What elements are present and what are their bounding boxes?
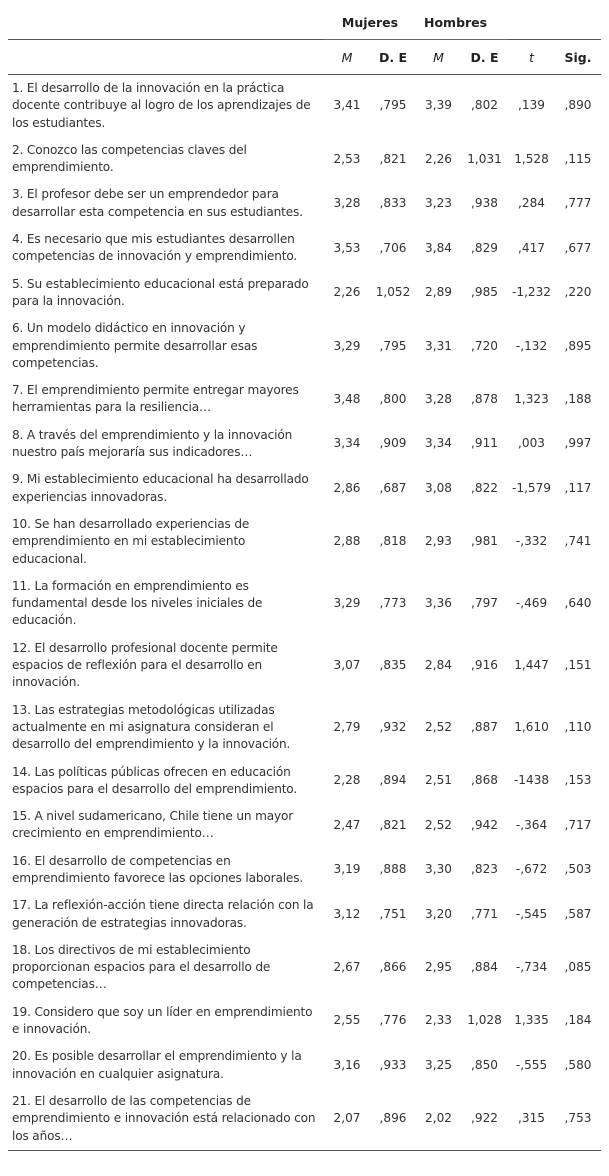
t-value-cell: 1,335 [514, 1013, 549, 1028]
table-row [8, 226, 601, 271]
men-sd-cell: ,829 [471, 240, 498, 255]
men-mean-cell: 2,51 [425, 773, 452, 788]
women-mean-cell: 2,88 [333, 534, 361, 549]
women-sd-cell: ,773 [379, 596, 407, 611]
table-row [8, 422, 601, 467]
men-mean-cell: 3,84 [425, 240, 452, 255]
item-text-cell: 6. Un modelo didáctico en innovación y emprendimiento permite desarrollar esas competencias. [12, 321, 258, 370]
sig-header: Sig. [555, 40, 601, 75]
table-row [8, 75, 601, 137]
item-text-cell: 12. El desarrollo profesional docente permite espacios de reflexión para el desarrollo en innovación. [12, 640, 278, 690]
women-sd-cell: ,833 [379, 196, 407, 211]
men-mean-cell: 3,23 [425, 196, 452, 211]
women-sd-cell: ,821 [379, 151, 407, 166]
t-value-cell: -1,579 [512, 480, 552, 495]
men-mean-cell: 3,20 [425, 906, 452, 921]
blank-header-cell [555, 6, 601, 40]
women-mean-cell: 3,53 [333, 240, 361, 255]
women-sd-cell: ,909 [379, 436, 407, 451]
women-sd-cell: 1,052 [375, 285, 411, 300]
sig-value-cell: ,677 [564, 240, 592, 255]
men-sd-cell: ,797 [471, 596, 498, 611]
table-row [8, 511, 601, 573]
women-sd-cell: ,687 [379, 480, 407, 495]
t-value-cell: -,364 [515, 817, 548, 832]
men-mean-cell: 3,28 [425, 391, 452, 406]
men-mean-cell: 3,30 [425, 862, 452, 877]
women-mean-cell: 2,53 [333, 151, 361, 166]
women-sd-cell: ,821 [379, 817, 407, 832]
women-mean-cell: 2,47 [333, 817, 361, 832]
item-text-cell: 7. El emprendimiento permite entregar mayores herramientas para la resiliencia… [12, 383, 299, 415]
men-sd-cell: 1,028 [467, 1013, 502, 1028]
sig-value-cell: ,110 [564, 719, 592, 734]
men-mean-header: M [416, 40, 461, 75]
women-mean-cell: 3,07 [333, 658, 361, 673]
t-value-cell: 1,323 [514, 391, 549, 406]
women-mean-cell: 3,28 [333, 196, 361, 211]
t-value-cell: ,284 [518, 196, 545, 211]
table-row [8, 137, 601, 182]
group-women-header: Mujeres [324, 6, 416, 40]
men-sd-cell: ,911 [471, 436, 498, 451]
table-row [8, 892, 601, 937]
women-mean-cell: 2,26 [333, 285, 361, 300]
men-mean-cell: 2,26 [425, 151, 452, 166]
women-sd-cell: ,795 [379, 338, 407, 353]
men-sd-cell: ,771 [471, 906, 498, 921]
women-mean-cell: 2,55 [333, 1013, 361, 1028]
men-mean-cell: 2,93 [425, 534, 452, 549]
t-value-cell: ,417 [518, 240, 545, 255]
men-sd-cell: ,916 [471, 658, 498, 673]
men-mean-cell: 3,39 [425, 98, 452, 113]
item-text-cell: 21. El desarrollo de las competencias de emprendimiento e innovación está relacionado con los años… [8, 1088, 324, 1150]
men-mean-cell: 2,33 [425, 1013, 452, 1028]
women-sd-cell: ,776 [379, 1013, 407, 1028]
men-sd-cell: ,868 [471, 773, 498, 788]
women-mean-cell: 3,48 [333, 391, 361, 406]
men-mean-cell: 2,95 [425, 960, 452, 975]
men-sd-cell: ,823 [471, 862, 498, 877]
t-value-cell: -,734 [515, 960, 548, 975]
women-mean-header: M [324, 40, 370, 75]
sig-value-cell: ,153 [564, 773, 592, 788]
men-mean-cell: 2,52 [425, 719, 452, 734]
blank-header-cell [8, 6, 324, 40]
women-mean-cell: 2,67 [333, 960, 361, 975]
men-sd-cell: ,878 [471, 391, 498, 406]
table-row [8, 697, 601, 759]
women-sd-cell: ,866 [379, 960, 407, 975]
item-text-cell: 20. Es posible desarrollar el emprendimiento y la innovación en cualquier asignatura. [12, 1049, 302, 1081]
item-text-cell: 10. Se han desarrollado experiencias de emprendimiento en mi establecimiento educacional. [12, 516, 250, 566]
t-value-cell: -1438 [513, 773, 550, 788]
men-mean-cell: 3,25 [425, 1058, 452, 1072]
women-mean-cell: 3,41 [333, 98, 361, 113]
men-sd-header: D. E [461, 40, 508, 75]
sig-value-cell: ,741 [564, 534, 592, 549]
women-sd-cell: ,933 [379, 1058, 407, 1072]
men-sd-cell: 1,031 [467, 151, 502, 166]
men-sd-cell: ,884 [471, 960, 498, 975]
women-sd-cell: ,818 [379, 534, 407, 549]
sig-value-cell: ,777 [564, 196, 592, 211]
men-mean-cell: 2,84 [425, 658, 452, 673]
table-body [8, 75, 601, 1151]
column-header-row [8, 40, 601, 75]
women-mean-cell: 3,12 [333, 906, 361, 921]
men-sd-cell: ,720 [471, 338, 498, 353]
women-sd-cell: ,800 [379, 391, 407, 406]
item-text-cell: 16. El desarrollo de competencias en emprendimiento favorece las opciones laborales. [12, 853, 304, 885]
men-mean-cell: 2,89 [425, 285, 452, 300]
women-mean-cell: 3,34 [333, 436, 361, 451]
table-row [8, 271, 601, 316]
sig-value-cell: ,997 [564, 436, 592, 451]
sig-value-cell: ,085 [564, 960, 592, 975]
item-text-cell: 9. Mi establecimiento educacional ha desarrollado experiencias innovadoras. [12, 472, 309, 504]
women-sd-cell: ,888 [379, 862, 407, 877]
group-men-header: Hombres [416, 6, 508, 40]
t-value-cell: 1,610 [514, 719, 549, 734]
t-value-cell: -,332 [515, 534, 548, 549]
women-mean-cell: 3,29 [333, 338, 361, 353]
table-row [8, 315, 601, 377]
results-table [8, 6, 601, 1151]
women-mean-cell: 3,16 [333, 1058, 361, 1072]
sig-value-cell: ,151 [564, 658, 592, 673]
sig-value-cell: ,503 [564, 862, 592, 877]
men-mean-cell: 3,34 [425, 436, 452, 451]
table-row [8, 848, 601, 893]
item-text-cell: 8. A través del emprendimiento y la innovación nuestro país mejoraría sus indicadores… [12, 427, 293, 460]
men-sd-cell: ,802 [471, 98, 498, 113]
sig-value-cell: ,895 [564, 338, 592, 353]
women-mean-cell: 3,29 [333, 596, 361, 611]
t-value-cell: -,555 [515, 1058, 548, 1072]
women-mean-cell: 2,86 [333, 480, 361, 495]
t-value-cell: 1,447 [514, 658, 549, 673]
men-sd-cell: ,938 [471, 196, 498, 211]
sig-value-cell: ,580 [564, 1058, 592, 1072]
table-row [8, 1088, 601, 1150]
women-mean-cell: 2,07 [324, 1088, 370, 1150]
item-text-cell: 3. El profesor debe ser un emprendedor para desarrollar esta competencia en sus estudiantes. [12, 187, 303, 219]
item-text-cell: 19. Considero que soy un líder en emprendimiento e innovación. [12, 1004, 313, 1037]
men-sd-cell: ,822 [471, 480, 498, 495]
item-text-cell: 1. El desarrollo de la innovación en la práctica docente contribuye al logro de los aprendizajes de los estudiantes. [12, 81, 311, 130]
blank-header-cell [508, 6, 555, 40]
women-mean-cell: 3,19 [333, 862, 361, 877]
sig-value-cell: ,188 [564, 391, 592, 406]
men-mean-cell: 3,08 [425, 480, 452, 495]
table-row [8, 573, 601, 635]
table-row [8, 759, 601, 804]
table-row [8, 181, 601, 226]
sig-value-cell: ,117 [564, 480, 592, 495]
women-sd-cell: ,795 [379, 98, 407, 113]
men-sd-cell: ,922 [461, 1088, 508, 1150]
men-mean-cell: 3,31 [425, 338, 452, 353]
table-row [8, 1043, 601, 1088]
t-value-cell: -,672 [515, 862, 548, 877]
t-value-cell: ,139 [518, 98, 545, 113]
table-row [8, 377, 601, 422]
women-mean-cell: 2,28 [333, 773, 361, 788]
sig-value-cell: ,184 [564, 1013, 592, 1028]
t-header: t [508, 40, 555, 75]
table-row [8, 803, 601, 848]
t-value-cell: -,545 [515, 906, 548, 921]
men-mean-cell: 2,02 [416, 1088, 461, 1150]
group-header-row [8, 6, 601, 40]
t-value-cell: 1,528 [514, 151, 549, 166]
table-header [8, 6, 601, 75]
table-row [8, 999, 601, 1044]
item-text-cell: 15. A nivel sudamericano, Chile tiene un mayor crecimiento en emprendimiento… [12, 809, 294, 841]
item-text-cell: 5. Su establecimiento educacional está preparado para la innovación. [12, 276, 309, 308]
item-text-cell: 18. Los directivos de mi establecimiento proporcionan espacios para el desarrollo de competencias… [12, 942, 271, 992]
men-sd-cell: ,981 [471, 534, 498, 549]
table-row [8, 635, 601, 697]
t-value-cell: ,315 [508, 1088, 555, 1150]
sig-value-cell: ,890 [564, 98, 592, 113]
women-sd-cell: ,894 [379, 773, 407, 788]
men-sd-cell: ,942 [471, 817, 498, 832]
t-value-cell: -,132 [515, 338, 548, 353]
item-text-cell: 13. Las estrategias metodológicas utilizadas actualmente en mi asignatura consideran el desarrollo del emprendimiento y la innovación. [12, 702, 291, 752]
men-sd-cell: ,850 [471, 1058, 498, 1072]
women-sd-cell: ,932 [379, 719, 407, 734]
women-sd-cell: ,896 [370, 1088, 416, 1150]
item-text-cell: 17. La reflexión-acción tiene directa relación con la generación de estrategias innovadoras. [12, 898, 314, 930]
item-text-cell: 2. Conozco las competencias claves del emprendimiento. [12, 142, 247, 175]
table-row [8, 937, 601, 999]
item-text-cell: 11. La formación en emprendimiento es fundamental desde los niveles iniciales de educación. [12, 578, 263, 628]
sig-value-cell: ,587 [564, 906, 592, 921]
women-sd-header: D. E [370, 40, 416, 75]
women-mean-cell: 2,79 [333, 719, 361, 734]
sig-value-cell: ,753 [555, 1088, 601, 1150]
item-text-cell: 14. Las políticas públicas ofrecen en educación espacios para el desarrollo del emprendimiento. [12, 764, 298, 796]
sig-value-cell: ,115 [564, 151, 592, 166]
sig-value-cell: ,640 [564, 596, 592, 611]
women-sd-cell: ,706 [379, 240, 407, 255]
t-value-cell: ,003 [518, 436, 545, 451]
table-row [8, 466, 601, 511]
men-mean-cell: 3,36 [425, 596, 452, 611]
sig-value-cell: ,717 [564, 817, 592, 832]
item-header-cell [8, 40, 324, 75]
t-value-cell: -,469 [515, 596, 548, 611]
men-sd-cell: ,887 [471, 719, 498, 734]
women-sd-cell: ,751 [379, 906, 407, 921]
women-sd-cell: ,835 [379, 658, 407, 673]
men-sd-cell: ,985 [471, 285, 498, 300]
item-text-cell: 4. Es necesario que mis estudiantes desarrollen competencias de innovación y emprendimiento. [12, 232, 298, 264]
men-mean-cell: 2,52 [425, 817, 452, 832]
sig-value-cell: ,220 [564, 285, 592, 300]
t-value-cell: -1,232 [512, 285, 552, 300]
